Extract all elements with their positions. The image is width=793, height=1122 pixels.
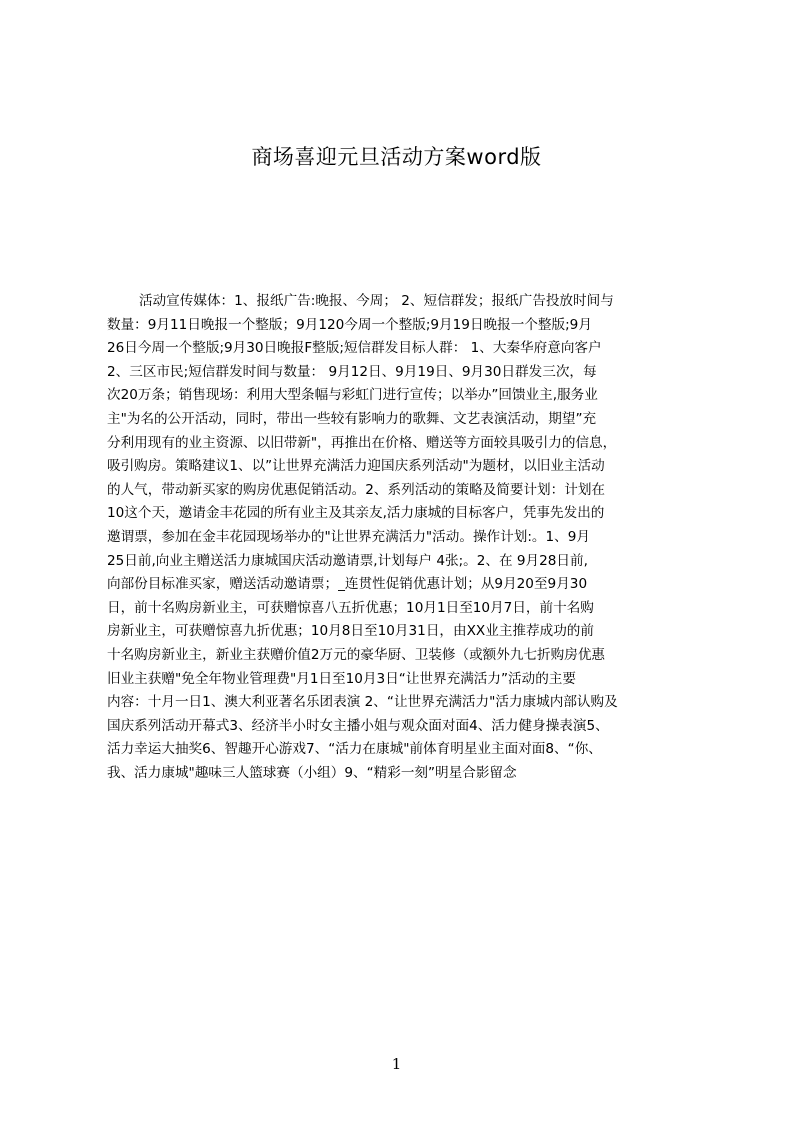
body-line: 向部份目标准买家，赠送活动邀请票；_连贯性促销优惠计划；从9月20至9月30	[107, 576, 588, 593]
body-line: 房新业主，可获赠惊喜九折优惠；10月8日至10月31日，由XX业主推荐成功的前	[107, 623, 594, 640]
body-line: 内容：十月一日1、澳大利亚著名乐团表演 2、“让世界充满活力"活力康城内部认购及	[107, 694, 618, 711]
body-line: 10这个天，邀请金丰花园的所有业主及其亲友,活力康城的目标客户，凭事先发出的	[107, 505, 605, 522]
body-line: 旧业主获赠"免全年物业管理费"月1日至10月3日“让世界充满活力”活动的主要	[107, 670, 576, 687]
document-title: 商场喜迎元旦活动方案word版	[251, 145, 542, 169]
document-body	[107, 290, 699, 850]
body-line: 邀谓票，参加在金丰花园现场举办的"让世界充满活力"活动。操作计划:。1、9月	[107, 528, 590, 545]
body-line: 主"为名的公开活动，同时，带出一些较有影响力的歌舞、文艺表演活动，期望”充	[107, 410, 597, 427]
body-line: 分利用现有的业主资源、以旧带新"，再推出在价格、赠送等方面较具吸引力的信息，	[107, 434, 617, 451]
body-line: 25日前,向业主赠送活力康城国庆活动邀请票,计划每户 4张;。2、在 9月28日前,	[107, 552, 588, 569]
body-line: 26日今周一个整版;9月30日晚报F整版;短信群发目标人群： 1、大秦华府意向客户	[107, 340, 602, 357]
body-line: 2、三区市民;短信群发时间与数量： 9月12日、9月19日、9月30日群发三次，每	[107, 363, 597, 380]
body-line: 国庆系列活动开幕式3、经济半小时女主播小姐与观众面对面4、活力健身操表演5、	[107, 717, 609, 734]
body-line: 十名购房新业主，新业主获赠价值2万元的豪华厨、卫装修（或额外九七折购房优惠	[107, 646, 606, 663]
body-line: 数量：9月11日晚报一个整版；9月120今周一个整版;9月19日晚报一个整版;9月	[107, 316, 592, 333]
body-line: 日，前十名购房新业主，可获赠惊喜八五折优惠；10月1日至10月7日，前十名购	[107, 599, 594, 616]
body-line: 活力幸运大抽奖6、智趣开心游戏7、“活力在康城"前体育明星业主面对面8、“你、	[107, 741, 602, 758]
body-line: 次20万条；销售现场：利用大型条幅与彩虹门进行宣传；以举办”回馈业主,服务业	[107, 387, 598, 404]
body-line: 活动宣传媒体：1、报纸广告:晚报、今周； 2、短信群发；报纸广告投放时间与	[139, 293, 614, 309]
page-number: 1	[391, 1055, 402, 1073]
body-line: 的人气，带动新买家的购房优惠促销活动。2、系列活动的策略及简要计划：计划在	[107, 481, 606, 498]
body-line: 我、活力康城"趣味三人篮球赛（小组）9、“精彩一刻”明星合影留念	[107, 764, 517, 781]
body-line: 吸引购房。策略建议1、以”让世界充满活力迎国庆系列活动"为题材，以旧业主活动	[107, 458, 605, 475]
